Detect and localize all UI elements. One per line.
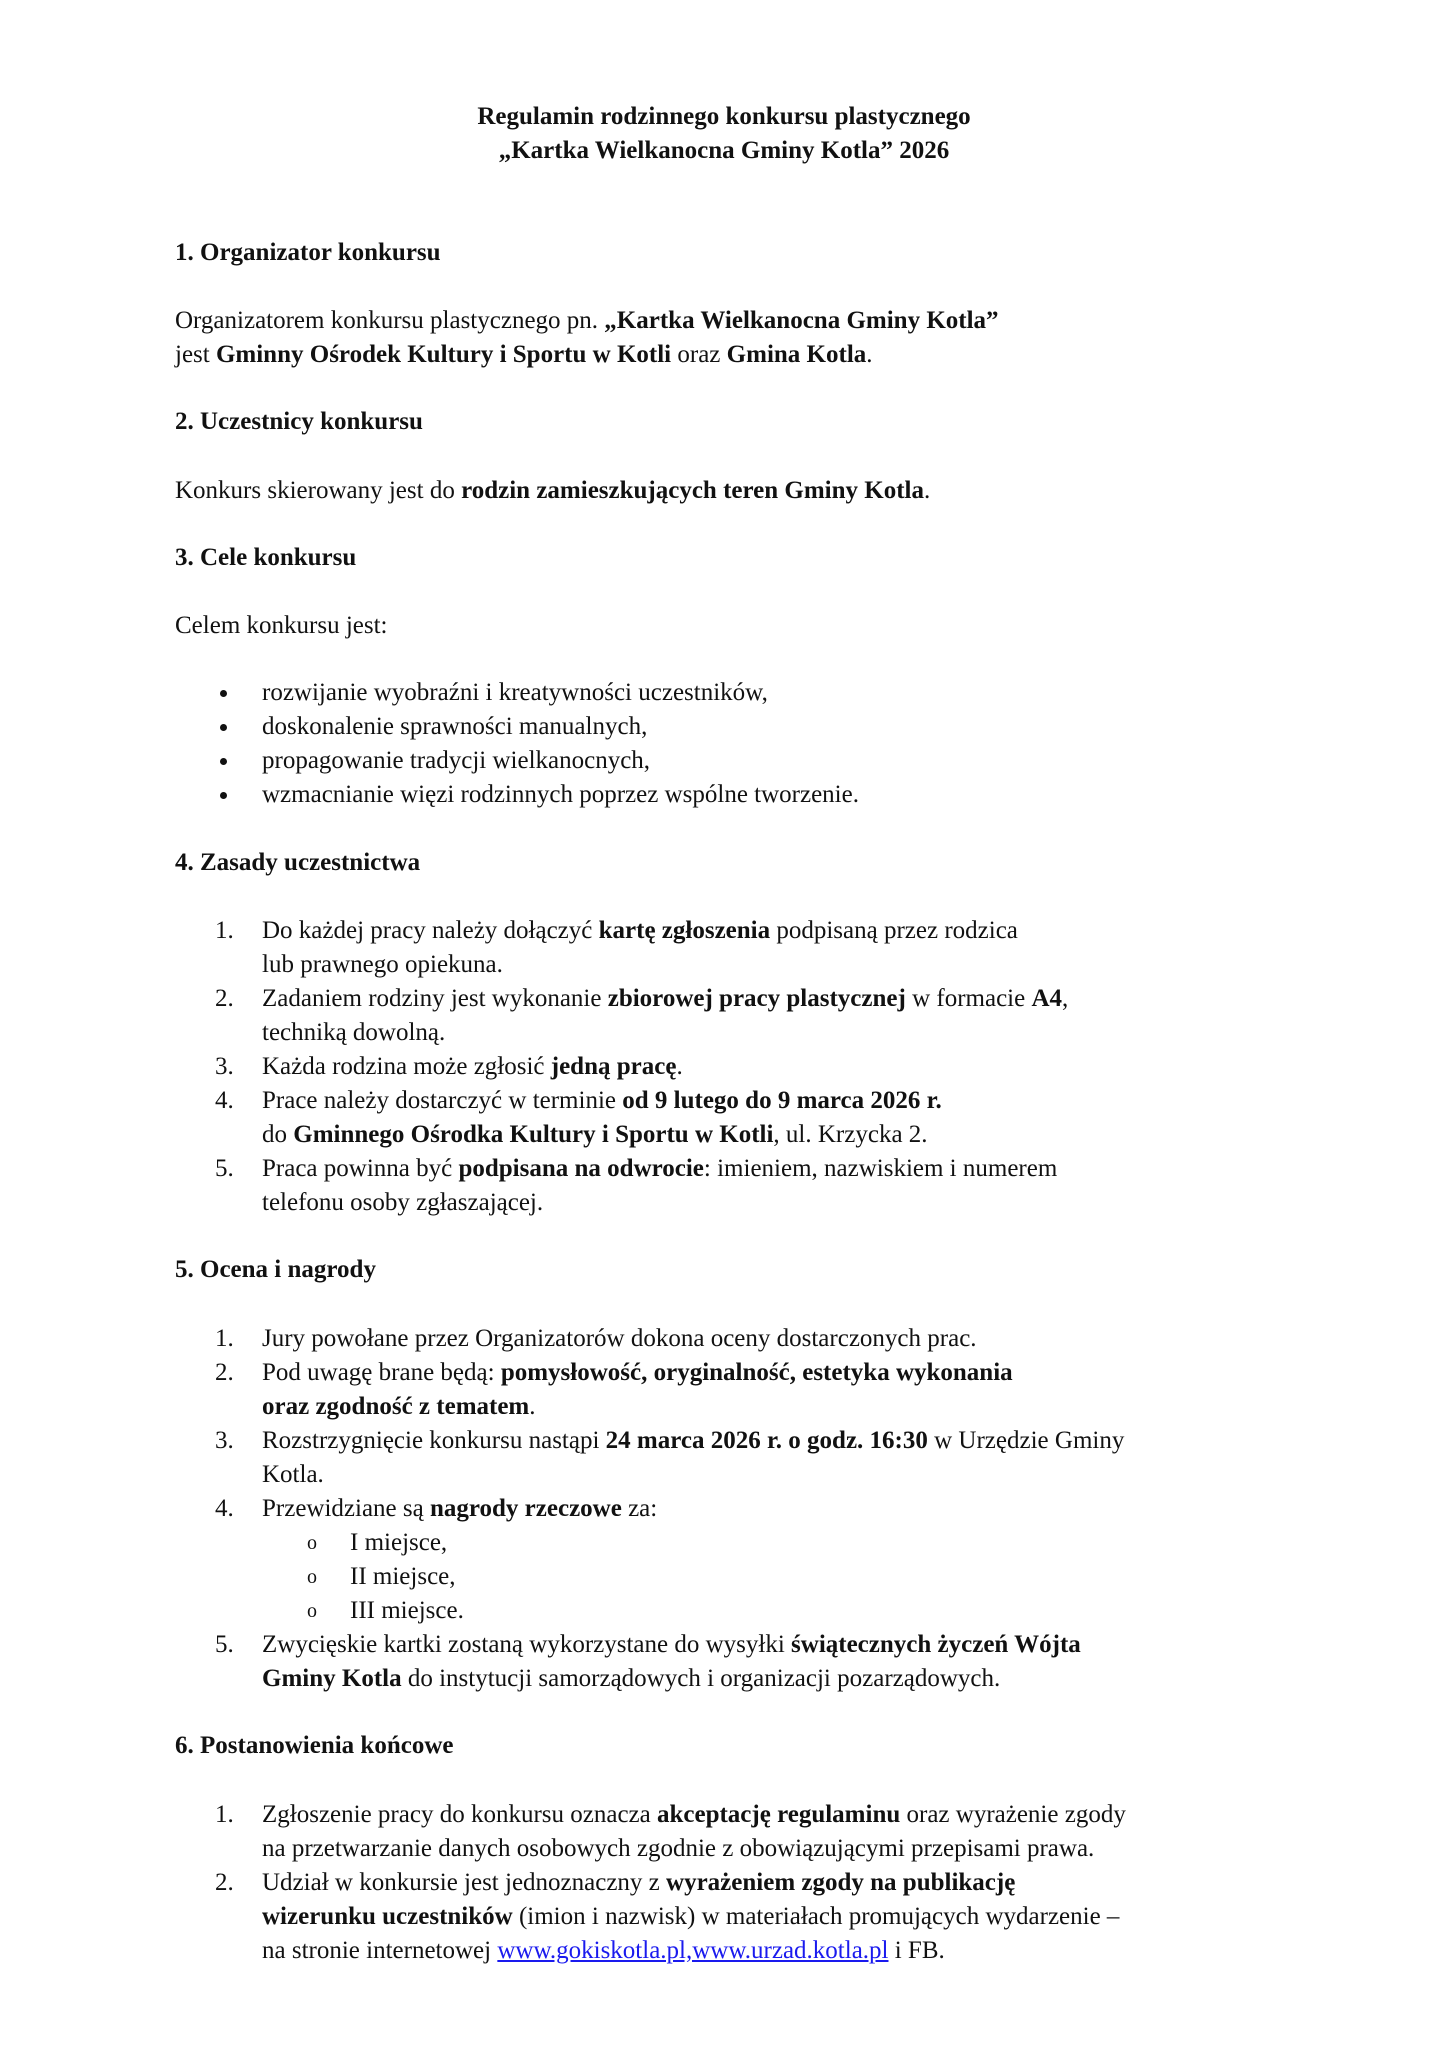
list-number: 2. <box>215 985 234 1012</box>
bold-text: wyrażeniem zgody na publikację <box>666 1869 1016 1896</box>
section-1-heading: 1. Organizator konkursu <box>175 239 441 266</box>
text-run: (imion i nazwisk) w materiałach promujących wydarzenie – <box>512 1903 1120 1930</box>
text-run: jest <box>175 341 216 368</box>
bold-text: Gminnego Ośrodka Kultury i Sportu w Kotli <box>293 1121 774 1148</box>
section-1-line-2 <box>175 338 873 372</box>
bold-text: Gminny Ośrodek Kultury i Sportu w Kotli <box>215 341 672 368</box>
bullet-icon <box>220 690 227 697</box>
bold-text: „Kartka Wielkanocna Gminy Kotla” <box>604 307 999 334</box>
evaluation-2-line-1 <box>262 1356 1013 1390</box>
text-run: Do każdej pracy należy dołączyć <box>262 917 599 944</box>
text-run: . <box>676 1053 683 1080</box>
rule-5-line-1 <box>262 1152 1057 1186</box>
bold-text: akceptację regulaminu <box>656 1801 901 1828</box>
evaluation-4-line-1 <box>262 1492 657 1526</box>
section-2-line-1 <box>175 474 930 508</box>
text-run: oraz <box>671 341 727 368</box>
list-number: 3. <box>215 1053 234 1080</box>
section-4-heading: 4. Zasady uczestnictwa <box>175 849 421 876</box>
bold-text: od 9 lutego do 9 marca 2026 r. <box>622 1087 942 1114</box>
section-1-line-1 <box>175 304 999 338</box>
provision-1-line-1 <box>262 1798 1126 1832</box>
text-run: Zadaniem rodziny jest wykonanie <box>262 985 608 1012</box>
text-run: telefonu osoby zgłaszającej. <box>262 1189 544 1216</box>
provision-1-line-2 <box>262 1832 1094 1866</box>
list-number: 4. <box>215 1087 234 1114</box>
bold-text: jedną pracę <box>550 1053 677 1080</box>
provision-2-line-2 <box>262 1900 1119 1934</box>
rule-5-line-2 <box>262 1186 543 1220</box>
evaluation-3-line-1 <box>262 1424 1124 1458</box>
evaluation-2-line-2 <box>262 1390 536 1424</box>
circle-bullet-icon: o <box>307 1566 317 1588</box>
text-run: Prace należy dostarczyć w terminie <box>262 1087 623 1114</box>
evaluation-5-line-2 <box>262 1662 1000 1696</box>
document-title-line-2: „Kartka Wielkanocna Gminy Kotla” 2026 <box>498 137 950 164</box>
rule-1-line-1 <box>262 914 1018 948</box>
bold-text: nagrody rzeczowe <box>429 1495 622 1522</box>
text-run: za: <box>621 1495 658 1522</box>
list-number: 5. <box>215 1155 234 1182</box>
text-run: Pod uwagę brane będą: <box>262 1359 501 1386</box>
bold-text: Gmina Kotla <box>726 341 867 368</box>
bullet-icon <box>220 792 227 799</box>
bold-text: A4 <box>1031 985 1063 1012</box>
prize-item: I miejsce, <box>350 1529 448 1556</box>
text-run: . <box>924 477 931 504</box>
provision-2-line-3 <box>262 1934 945 1968</box>
text-run: : imieniem, nazwiskiem i numerem <box>703 1155 1058 1182</box>
bold-text: pomysłowość, oryginalność, estetyka wykonania <box>500 1359 1013 1386</box>
list-number: 1. <box>215 1325 234 1352</box>
section-6-heading: 6. Postanowienia końcowe <box>175 1732 454 1759</box>
text-run: oraz wyrażenie zgody <box>900 1801 1126 1828</box>
text-run: Zwycięskie kartki zostaną wykorzystane do wysyłki <box>262 1631 792 1658</box>
evaluation-1-line-1 <box>262 1322 977 1356</box>
bold-text: Gminy Kotla <box>262 1665 402 1692</box>
list-number: 3. <box>215 1427 234 1454</box>
provision-2-line-1 <box>262 1866 1015 1900</box>
text-run: Zgłoszenie pracy do konkursu oznacza <box>262 1801 657 1828</box>
rule-2-line-2 <box>262 1016 445 1050</box>
bullet-icon <box>220 758 227 765</box>
text-run: . <box>529 1393 536 1420</box>
text-run: Przewidziane są <box>262 1495 430 1522</box>
document-title-line-1: Regulamin rodzinnego konkursu plastycznego <box>477 103 971 130</box>
list-number: 2. <box>215 1359 234 1386</box>
prize-item: II miejsce, <box>350 1563 456 1590</box>
list-number: 2. <box>215 1869 234 1896</box>
list-number: 4. <box>215 1495 234 1522</box>
bold-text: podpisana na odwrocie <box>458 1155 704 1182</box>
text-run: w Urzędzie Gminy <box>927 1427 1125 1454</box>
bold-text: kartę zgłoszenia <box>598 917 771 944</box>
text-run: Udział w konkursie jest jednoznaczny z <box>262 1869 667 1896</box>
list-number: 1. <box>215 1801 234 1828</box>
evaluation-3-line-2 <box>262 1458 324 1492</box>
goal-item: rozwijanie wyobraźni i kreatywności uczestników, <box>262 679 768 706</box>
circle-bullet-icon: o <box>307 1532 317 1554</box>
text-run: Kotla. <box>262 1461 324 1488</box>
text-run: na stronie internetowej <box>262 1937 498 1964</box>
goal-item: doskonalenie sprawności manualnych, <box>262 713 648 740</box>
section-5-heading: 5. Ocena i nagrody <box>175 1256 376 1283</box>
list-number: 1. <box>215 917 234 944</box>
bold-text: rodzin zamieszkujących teren Gminy Kotla <box>461 477 924 504</box>
rule-4-line-1 <box>262 1084 942 1118</box>
text-run: techniką dowolną. <box>262 1019 446 1046</box>
bold-text: zbiorowej pracy plastycznej <box>607 985 906 1012</box>
bold-text: oraz zgodność z tematem <box>262 1393 530 1420</box>
text-run: do instytucji samorządowych i organizacji pozarządowych. <box>401 1665 1001 1692</box>
text-run: Jury powołane przez Organizatorów dokona oceny dostarczonych prac. <box>262 1325 977 1352</box>
rule-4-line-2 <box>262 1118 928 1152</box>
section-3-heading: 3. Cele konkursu <box>175 544 357 571</box>
text-run: do <box>262 1121 294 1148</box>
website-link[interactable]: www.gokiskotla.pl,www.urzad.kotla.pl <box>497 1937 889 1964</box>
text-run: Każda rodzina może zgłosić <box>262 1053 551 1080</box>
evaluation-5-line-1 <box>262 1628 1081 1662</box>
list-number: 5. <box>215 1631 234 1658</box>
prize-item: III miejsce. <box>350 1597 464 1624</box>
text-run: na przetwarzanie danych osobowych zgodnie z obowiązującymi przepisami prawa. <box>262 1835 1095 1862</box>
bullet-icon <box>220 724 227 731</box>
section-2-heading: 2. Uczestnicy konkursu <box>175 408 423 435</box>
rule-3-line-1 <box>262 1050 683 1084</box>
text-run: Rozstrzygnięcie konkursu nastąpi <box>262 1427 606 1454</box>
goal-item: propagowanie tradycji wielkanocnych, <box>262 747 651 774</box>
bold-text: 24 marca 2026 r. o godz. 16:30 <box>605 1427 928 1454</box>
rule-2-line-1 <box>262 982 1068 1016</box>
text-run: Organizatorem konkursu plastycznego pn. <box>175 307 605 334</box>
text-run: , ul. Krzycka 2. <box>773 1121 928 1148</box>
rule-1-line-2 <box>262 948 503 982</box>
text-run: . <box>866 341 873 368</box>
section-3-intro: Celem konkursu jest: <box>175 612 388 639</box>
text-run: i FB. <box>888 1937 945 1964</box>
bold-text: wizerunku uczestników <box>262 1903 513 1930</box>
goal-item: wzmacnianie więzi rodzinnych poprzez wspólne tworzenie. <box>262 781 859 808</box>
text-run: , <box>1062 985 1069 1012</box>
bold-text: świątecznych życzeń Wójta <box>791 1631 1081 1658</box>
text-run: lub prawnego opiekuna. <box>262 951 503 978</box>
circle-bullet-icon: o <box>307 1600 317 1622</box>
text-run: w formacie <box>905 985 1032 1012</box>
text-run: Praca powinna być <box>262 1155 459 1182</box>
text-run: podpisaną przez rodzica <box>770 917 1018 944</box>
text-run: Konkurs skierowany jest do <box>175 477 462 504</box>
